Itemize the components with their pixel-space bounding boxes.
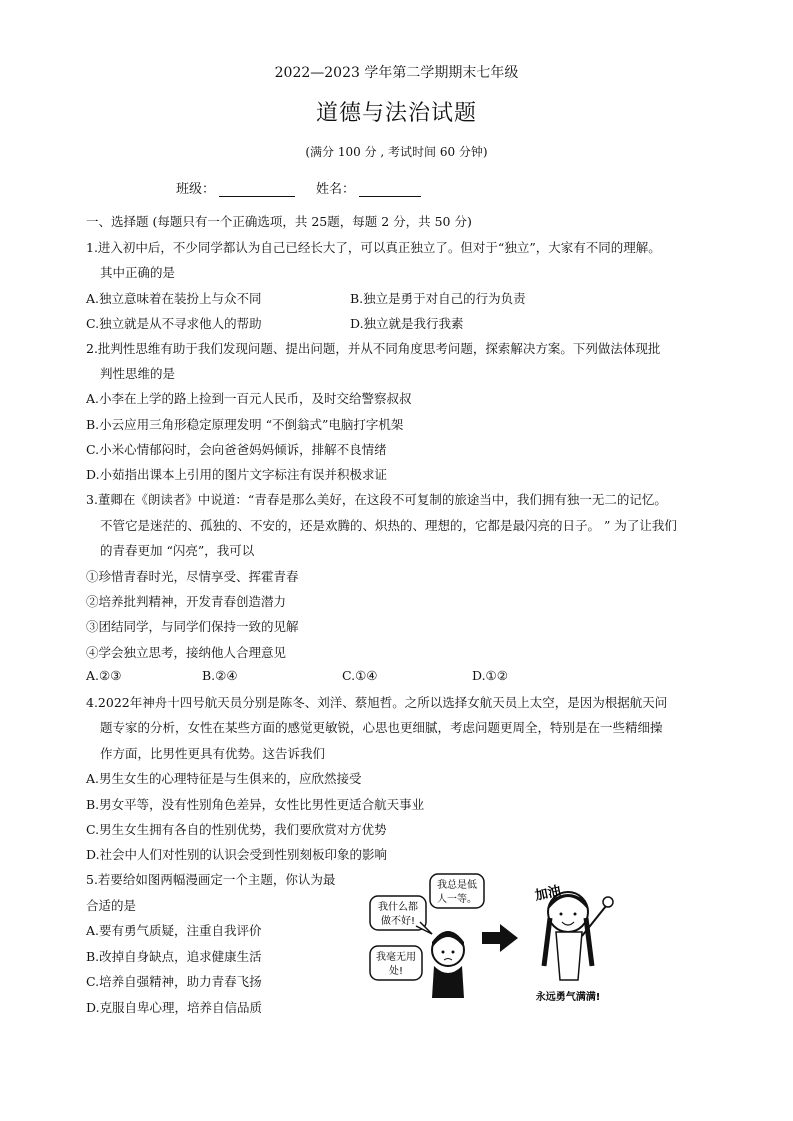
q1-stem: 1.进入初中后，不少同学都认为自己已经长大了，可以真正独立了。但对于“独立”，大家有不同的理解。 — [86, 240, 661, 255]
speech-bubble-2 — [430, 874, 484, 908]
q3-stem-cont: 不管它是迷茫的、孤独的、不安的，还是欢腾的、炽热的、理想的，它都是最闪亮的日子。 ” 为了让我们 — [100, 518, 677, 533]
q4-option-c[interactable]: C.男生女生拥有各自的性别优势，我们要欣赏对方优势 — [86, 822, 387, 837]
q3-option-b[interactable]: B.②④ — [202, 668, 238, 683]
comic-caption: 永远勇气满满! — [535, 992, 601, 1003]
sad-girl-drawing — [432, 931, 464, 998]
q3-option-a[interactable]: A.②③ — [86, 668, 122, 683]
q5-stem: 5.若要给如图两幅漫画定一个主题，你认为最 — [86, 872, 336, 887]
q1-option-a[interactable]: A.独立意味着在装扮上与众不同 — [86, 291, 262, 306]
section-heading: 一、选择题 (每题只有一个正确选项，共 25题，每题 2 分，共 50 分) — [86, 214, 472, 229]
name-blank[interactable] — [359, 182, 421, 197]
q5-option-b[interactable]: B.改掉自身缺点，追求健康生活 — [86, 949, 262, 964]
q2-option-c[interactable]: C.小米心情郁闷时，会向爸爸妈妈倾诉，排解不良情绪 — [86, 442, 387, 457]
q2-option-b[interactable]: B.小云应用三角形稳定原理发明 “不倒翁式”电脑打字机架 — [86, 417, 404, 432]
q4-stem-cont2: 作方面，比男性更具有优势。这告诉我们 — [100, 746, 326, 761]
q5-option-d[interactable]: D.克服自卑心理，培养自信品质 — [86, 1000, 263, 1015]
q5-stem-cont: 合适的是 — [86, 898, 137, 913]
bubble3-line2: 处! — [388, 966, 404, 977]
bubble1-line1: 我什么都 — [378, 902, 418, 913]
exam-title: 道德与法治试题 — [315, 101, 477, 126]
q1-stem-cont: 其中正确的是 — [100, 265, 176, 280]
speech-bubble-1 — [370, 896, 432, 934]
q3-stem-cont2: 的青春更加 “闪亮”，我可以 — [100, 543, 255, 558]
speech-bubble-3 — [370, 946, 422, 980]
q3-item-4: ④学会独立思考，接纳他人合理意见 — [86, 645, 287, 660]
bubble2-line2: 人一等。 — [437, 894, 477, 905]
q3-stem: 3.董卿在《朗读者》中说道：“青春是那么美好，在这段不可复制的旅途当中，我们拥有独一无二的记忆。 — [86, 492, 667, 507]
q4-stem: 4.2022年神舟十四号航天员分别是陈冬、刘洋、蔡旭哲。之所以选择女航天员上太空，是因为根据航天问 — [86, 695, 668, 710]
name-label: 姓名： — [316, 182, 356, 197]
q3-option-d[interactable]: D.①② — [472, 668, 508, 683]
q1-option-c[interactable]: C.独立就是从不寻求他人的帮助 — [86, 316, 262, 331]
right-arrow-icon — [482, 924, 518, 952]
exam-note: (满分 100 分 , 考试时间 60 分钟) — [305, 145, 488, 159]
q5-option-c[interactable]: C.培养自强精神，助力青春飞扬 — [86, 974, 262, 989]
q4-option-a[interactable]: A.男生女生的心理特征是与生俱来的，应欣然接受 — [86, 771, 362, 786]
q2-option-a[interactable]: A.小李在上学的路上捡到一百元人民币，及时交给警察叔叔 — [86, 391, 412, 406]
class-blank[interactable] — [219, 182, 295, 197]
cheering-girl-drawing — [544, 892, 613, 980]
q2-stem-cont: 判性思维的是 — [100, 366, 176, 381]
q3-option-c[interactable]: C.①④ — [342, 668, 378, 683]
bubble1-line2: 做不好! — [380, 916, 416, 927]
class-label: 班级： — [176, 182, 216, 197]
q5-option-a[interactable]: A.要有勇气质疑，注重自我评价 — [86, 923, 262, 938]
bubble3-line1: 我毫无用 — [376, 952, 416, 963]
q3-item-2: ②培养批判精神，开发青春创造潜力 — [86, 594, 287, 609]
bubble2-line1: 我总是低 — [437, 880, 477, 891]
q4-option-d[interactable]: D.社会中人们对性别的认识会受到性别刻板印象的影响 — [86, 847, 388, 862]
q4-stem-cont: 题专家的分析，女性在某些方面的感觉更敏锐，心思也更细腻，考虑问题更周全，特别是在一些精细操 — [100, 720, 663, 735]
q4-option-b[interactable]: B.男女平等，没有性别角色差异，女性比男性更适合航天事业 — [86, 797, 425, 812]
q1-option-d[interactable]: D.独立就是我行我素 — [350, 316, 464, 331]
q3-item-1: ①珍惜青春时光，尽情享受、挥霍青春 — [86, 569, 299, 584]
q2-stem: 2.批判性思维有助于我们发现问题、提出问题，并从不同角度思考问题，探索解决方案。下列做法体现批 — [86, 341, 661, 356]
q1-option-b[interactable]: B.独立是勇于对自己的行为负责 — [350, 291, 526, 306]
class-field — [176, 178, 295, 197]
comic-illustration — [360, 870, 630, 1010]
q2-option-d[interactable]: D.小茹指出课本上引用的图片文字标注有误并积极求证 — [86, 467, 388, 482]
q3-item-3: ③团结同学，与同学们保持一致的见解 — [86, 619, 299, 634]
cheer-text: 加油 — [533, 883, 563, 904]
exam-term: 2022—2023 学年第二学期期末七年级 — [274, 65, 519, 81]
name-field — [316, 178, 421, 197]
